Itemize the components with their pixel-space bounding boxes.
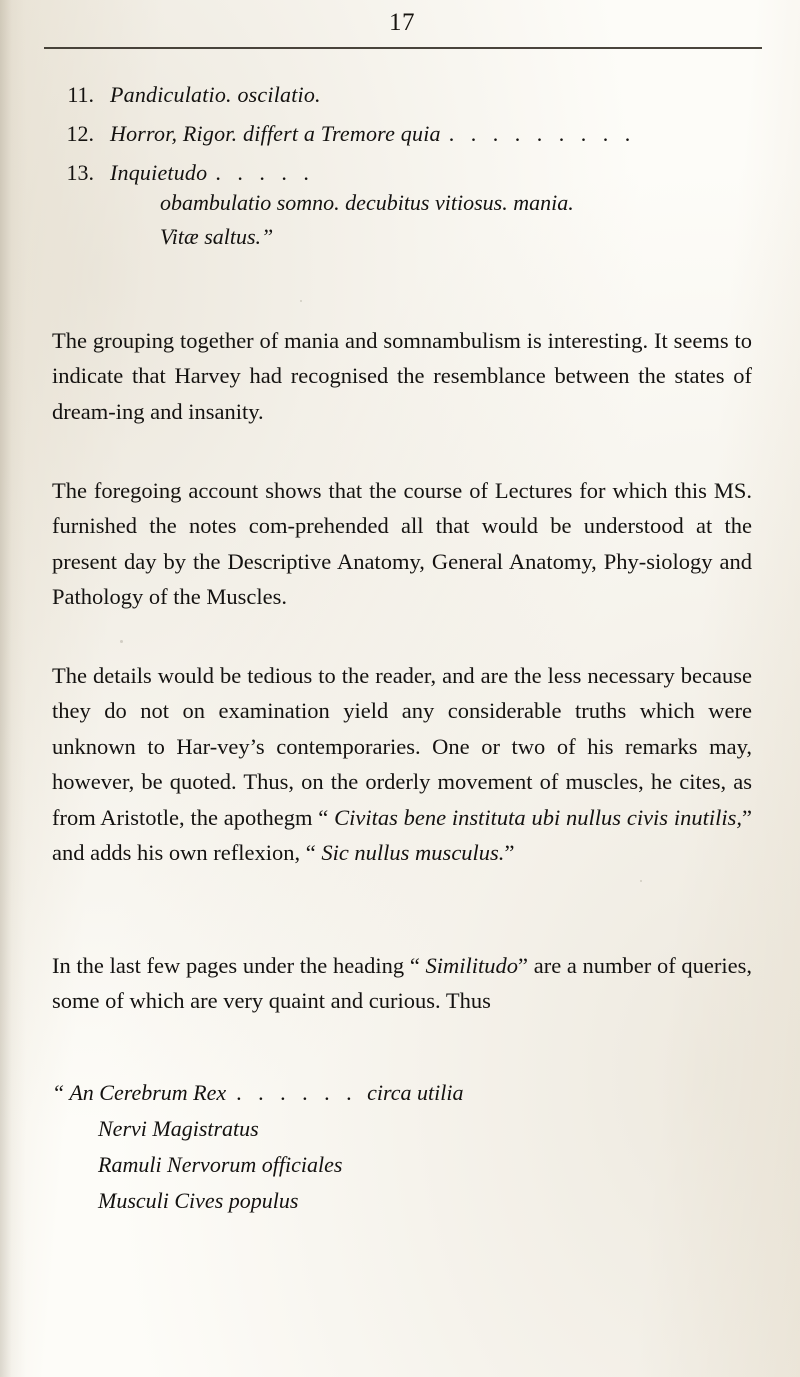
leader-dots: . . . . . [215,160,315,185]
paragraph-grouping: The grouping together of mania and somnambulism is interesting. It seems to indicate that Harvey had recognised the resemblance between the states of dream-ing and insanity. [52,327,752,424]
list-item [52,78,752,112]
list-item [52,117,752,151]
page-gutter-shadow [0,0,26,1377]
page-header [52,10,752,35]
latin-quote-indented [160,186,760,254]
page-number: 17 [389,9,415,36]
latin-line-3: Ramuli Nervorum officiales [98,1152,343,1177]
paragraph-last-few-pages [52,948,752,1019]
latin-line-4: Musculi Cives populus [98,1188,299,1213]
p3-text-part-1: The details would be tedious to the reader, and are the less necessary because they do not on examination yield any considerable truths which were unknown to Har-vey’s contemporaries. One or two of his remarks may, however, be quoted. Thus, on the orderly movement of muscles, he cites, as from Aristotle, the apothegm “ [52,662,752,830]
p3-text-part-2: ” and adds his own reflexion, “ [52,804,753,865]
scan-speckle [300,300,302,302]
latin-line-1-tail: circa utilia [367,1080,464,1105]
list-item-text: Pandiculatio. oscilatio. [110,82,321,107]
p3-text-part-3: ” [504,840,515,865]
list-item-number: 12. [66,121,94,146]
list-item-text: Inquietudo [110,160,208,185]
latin-leader-dots: . . . . . . [236,1080,358,1105]
latin-quote-line-2: Vitæ saltus.” [160,224,274,249]
list-item-text: Horror, Rigor. differt a Tremore quia [110,121,441,146]
paragraph-foregoing-account: The foregoing account shows that the course of Lectures for which this MS. furnished the notes com-prehended all that would be understood at the present day by the Descriptive Anatomy, General Anatomy, Phy-siology and Pathology of the Muscles. [52,477,752,609]
latin-line-2: Nervi Magistratus [98,1116,259,1141]
p4-text-part-2: ” are a number of queries, some of which are very quaint and curious. Thus [52,952,752,1013]
paragraph-details-tedious [52,658,752,871]
scan-speckle [640,880,642,882]
p4-text-part-1: In the last few pages under the heading “ [52,952,426,978]
leader-dots: . . . . . . . . . [448,121,636,146]
p3-latin-quote-1: Civitas bene instituta ubi nullus civis inutilis, [334,804,743,830]
latin-quote-line-1: obambulatio somno. decubitus vitiosus. mania. [160,190,574,215]
p4-heading-similitudo: Similitudo [425,952,519,978]
latin-line-1-quote: “ An Cerebrum Rex [52,1080,227,1105]
numbered-list [52,78,752,195]
latin-closing-block [52,1075,752,1219]
header-rule [44,47,762,49]
scan-speckle [120,640,123,643]
list-item-number: 11. [67,82,94,107]
latin-line-1 [52,1075,752,1111]
list-item-number: 13. [66,160,94,185]
list-item [52,156,752,190]
p3-latin-quote-2: Sic nullus musculus. [321,840,505,865]
